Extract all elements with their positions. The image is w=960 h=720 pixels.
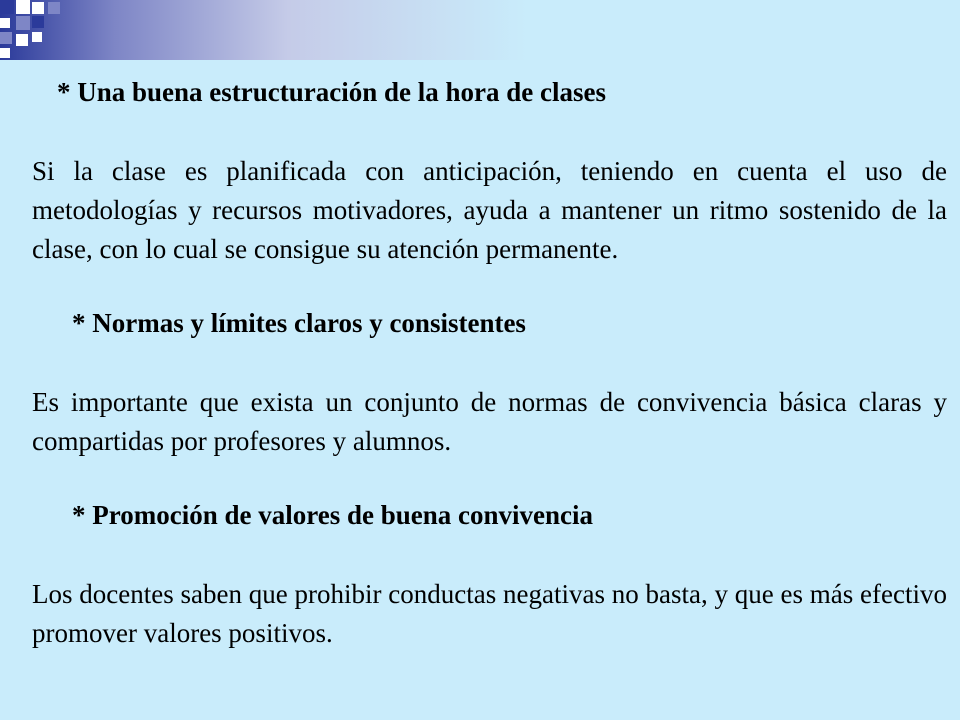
section-body: Si la clase es planificada con anticipación, teniendo en cuenta el uso de metodologías y recursos motivadores, ayuda a mantener un ritmo sostenido de la clase, con lo cual se consigue su atención permanente. bbox=[32, 156, 947, 264]
section-body: Es importante que exista un conjunto de normas de convivencia básica claras y compartidas por profesores y alumnos. bbox=[32, 387, 947, 456]
section-body: Los docentes saben que prohibir conductas negativas no basta, y que es más efectivo promover valores positivos. bbox=[32, 579, 947, 648]
section-heading: * Normas y límites claros y consistentes bbox=[72, 308, 526, 338]
section-heading: * Promoción de valores de buena convivencia bbox=[72, 500, 593, 530]
section-heading: * Una buena estructuración de la hora de clases bbox=[57, 77, 606, 107]
